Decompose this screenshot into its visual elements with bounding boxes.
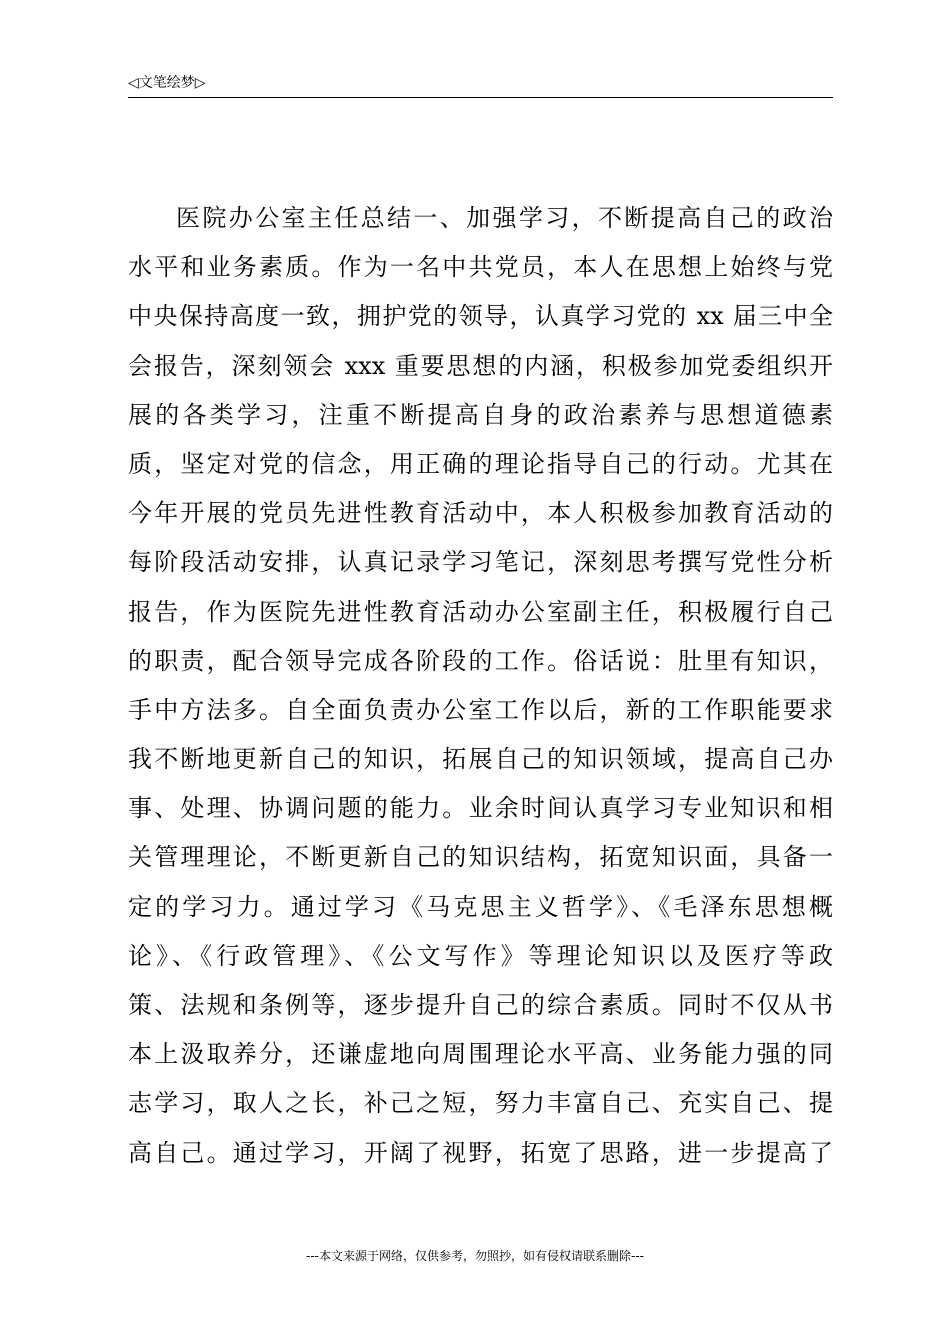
paragraph-line: 报告，作为医院先进性教育活动办公室副主任，积极履行自己 [128, 597, 833, 626]
paragraph-line: 中央保持高度一致，拥护党的领导，认真学习党的 xx 届三中全 [128, 302, 833, 331]
paragraph-line: 医院办公室主任总结一、加强学习，不断提高自己的政治 [176, 204, 833, 232]
document-body [128, 194, 833, 1178]
page-footer: ---本文来源于网络，仅供参考，勿照抄，如有侵权请联系删除--- [306, 1249, 644, 1263]
paragraph-line: 高自己。通过学习，开阔了视野，拓宽了思路，进一步提高了 [128, 1138, 833, 1167]
paragraph-line: 论》、《行政管理》、《公文写作》等理论知识以及医疗等政 [128, 941, 833, 970]
paragraph-line: 手中方法多。自全面负责办公室工作以后，新的工作职能要求 [128, 695, 833, 724]
paragraph-line: 会报告，深刻领会 xxx 重要思想的内涵，积极参加党委组织开 [128, 351, 833, 380]
paragraph-line: 关管理理论，不断更新自己的知识结构，拓宽知识面，具备一 [128, 843, 833, 872]
paragraph-line: 今年开展的党员先进性教育活动中，本人积极参加教育活动的 [128, 499, 833, 528]
paragraph-line: 水平和业务素质。作为一名中共党员，本人在思想上始终与党 [128, 253, 833, 282]
paragraph-line: 定的学习力。通过学习《马克思主义哲学》、《毛泽东思想概 [128, 892, 833, 921]
paragraph-line: 的职责，配合领导完成各阶段的工作。俗话说：肚里有知识， [128, 646, 833, 675]
paragraph-line: 展的各类学习，注重不断提高自身的政治素养与思想道德素 [128, 400, 833, 429]
paragraph-line: 每阶段活动安排，认真记录学习笔记，深刻思考撰写党性分析 [128, 548, 833, 577]
paragraph-line: 志学习，取人之长，补己之短，努力丰富自己、充实自己、提 [128, 1089, 833, 1118]
paragraph-line: 策、法规和条例等，逐步提升自己的综合素质。同时不仅从书 [128, 991, 833, 1019]
paragraph-line: 本上汲取养分，还谦虚地向周围理论水平高、业务能力强的同 [128, 1040, 833, 1069]
header-divider [128, 97, 833, 98]
paragraph-line: 质，坚定对党的信念，用正确的理论指导自己的行动。尤其在 [128, 449, 833, 478]
page-header [128, 70, 833, 98]
paragraph-line: 我不断地更新自己的知识，拓展自己的知识领域，提高自己办 [128, 745, 833, 774]
paragraph-line: 事、处理、协调问题的能力。业余时间认真学习专业知识和相 [128, 794, 833, 823]
header-title: ◁文笔绘梦▷ [128, 75, 206, 91]
